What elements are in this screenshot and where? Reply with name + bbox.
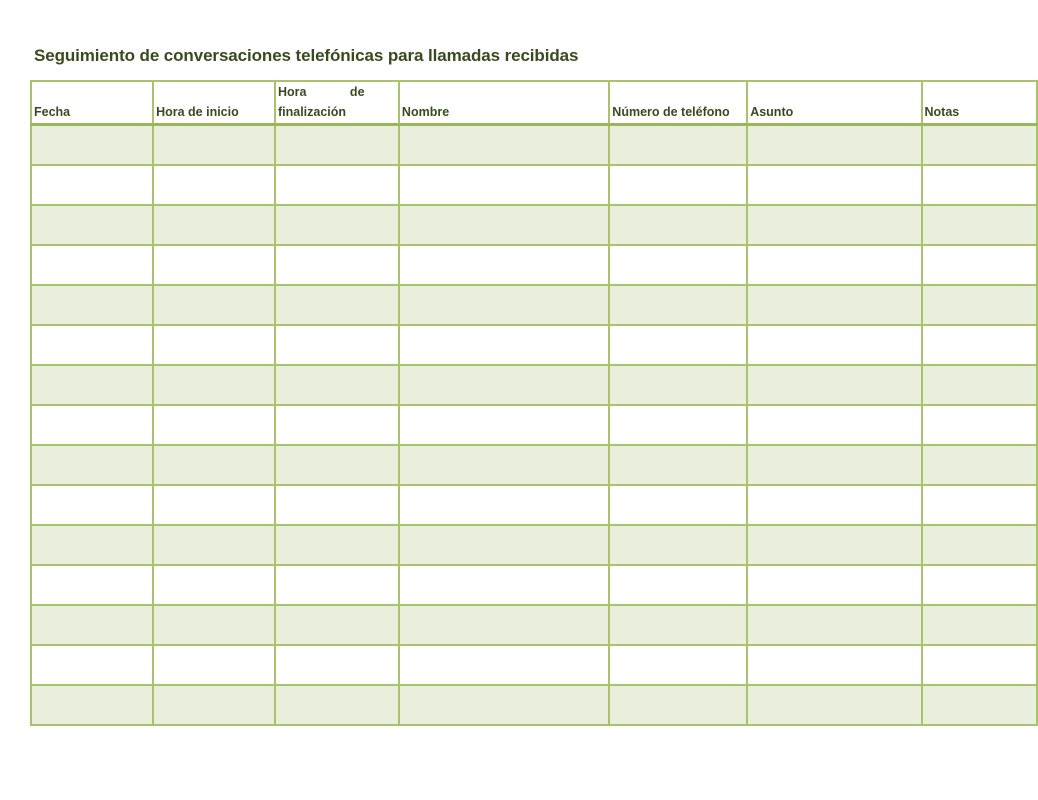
cell-nombre[interactable] — [399, 485, 609, 525]
cell-numero-telefono[interactable] — [609, 605, 747, 645]
call-log-table-container — [30, 80, 1038, 726]
table-row — [31, 565, 1037, 605]
cell-fecha[interactable] — [31, 245, 153, 285]
cell-numero-telefono[interactable] — [609, 125, 747, 166]
cell-fecha[interactable] — [31, 605, 153, 645]
cell-asunto[interactable] — [747, 685, 921, 725]
header-nombre: Nombre — [399, 81, 609, 125]
cell-notas[interactable] — [922, 525, 1037, 565]
header-hora-inicio: Hora de inicio — [153, 81, 275, 125]
cell-asunto[interactable] — [747, 645, 921, 685]
cell-notas[interactable] — [922, 485, 1037, 525]
header-notas: Notas — [922, 81, 1037, 125]
cell-fecha[interactable] — [31, 405, 153, 445]
cell-notas[interactable] — [922, 205, 1037, 245]
page-title: Seguimiento de conversaciones telefónicas para llamadas recibidas — [34, 46, 579, 65]
cell-hora-inicio[interactable] — [153, 445, 275, 485]
cell-numero-telefono[interactable] — [609, 325, 747, 365]
cell-numero-telefono[interactable] — [609, 205, 747, 245]
cell-hora-finalizacion[interactable] — [275, 285, 399, 325]
cell-numero-telefono[interactable] — [609, 365, 747, 405]
cell-fecha[interactable] — [31, 285, 153, 325]
cell-asunto[interactable] — [747, 565, 921, 605]
cell-hora-finalizacion[interactable] — [275, 445, 399, 485]
cell-asunto[interactable] — [747, 405, 921, 445]
cell-numero-telefono[interactable] — [609, 445, 747, 485]
cell-asunto[interactable] — [747, 325, 921, 365]
cell-numero-telefono[interactable] — [609, 565, 747, 605]
cell-nombre[interactable] — [399, 165, 609, 205]
cell-hora-inicio[interactable] — [153, 525, 275, 565]
cell-numero-telefono[interactable] — [609, 165, 747, 205]
cell-hora-inicio[interactable] — [153, 165, 275, 205]
cell-fecha[interactable] — [31, 365, 153, 405]
cell-fecha[interactable] — [31, 485, 153, 525]
cell-nombre[interactable] — [399, 445, 609, 485]
header-asunto: Asunto — [747, 81, 921, 125]
cell-asunto[interactable] — [747, 245, 921, 285]
table-row — [31, 645, 1037, 685]
cell-numero-telefono[interactable] — [609, 285, 747, 325]
table-row — [31, 525, 1037, 565]
cell-notas[interactable] — [922, 445, 1037, 485]
header-fecha: Fecha — [31, 81, 153, 125]
table-row — [31, 365, 1037, 405]
cell-nombre[interactable] — [399, 325, 609, 365]
cell-hora-inicio[interactable] — [153, 125, 275, 166]
cell-hora-finalizacion[interactable] — [275, 485, 399, 525]
cell-notas[interactable] — [922, 645, 1037, 685]
cell-notas[interactable] — [922, 165, 1037, 205]
cell-hora-inicio[interactable] — [153, 565, 275, 605]
cell-hora-inicio[interactable] — [153, 605, 275, 645]
cell-hora-finalizacion[interactable] — [275, 325, 399, 365]
cell-asunto[interactable] — [747, 165, 921, 205]
cell-hora-finalizacion[interactable] — [275, 205, 399, 245]
cell-notas[interactable] — [922, 605, 1037, 645]
cell-hora-inicio[interactable] — [153, 485, 275, 525]
header-numero-telefono: Número de teléfono — [609, 81, 747, 125]
cell-nombre[interactable] — [399, 525, 609, 565]
table-row — [31, 165, 1037, 205]
cell-hora-finalizacion[interactable] — [275, 645, 399, 685]
cell-nombre[interactable] — [399, 565, 609, 605]
cell-hora-finalizacion[interactable] — [275, 405, 399, 445]
cell-fecha[interactable] — [31, 205, 153, 245]
cell-nombre[interactable] — [399, 125, 609, 166]
header-hora-finalizacion: Hora de finalización — [275, 81, 399, 125]
cell-fecha[interactable] — [31, 565, 153, 605]
cell-hora-inicio[interactable] — [153, 285, 275, 325]
cell-notas[interactable] — [922, 685, 1037, 725]
table-row — [31, 125, 1037, 166]
cell-hora-finalizacion[interactable] — [275, 125, 399, 166]
cell-notas[interactable] — [922, 125, 1037, 166]
cell-numero-telefono[interactable] — [609, 485, 747, 525]
cell-fecha[interactable] — [31, 125, 153, 166]
cell-numero-telefono[interactable] — [609, 405, 747, 445]
cell-fecha[interactable] — [31, 525, 153, 565]
cell-numero-telefono[interactable] — [609, 685, 747, 725]
cell-asunto[interactable] — [747, 485, 921, 525]
cell-nombre[interactable] — [399, 645, 609, 685]
cell-nombre[interactable] — [399, 245, 609, 285]
call-log-table — [30, 80, 1038, 726]
table-row — [31, 605, 1037, 645]
table-row — [31, 325, 1037, 365]
table-row — [31, 685, 1037, 725]
table-row — [31, 485, 1037, 525]
cell-hora-inicio[interactable] — [153, 685, 275, 725]
cell-nombre[interactable] — [399, 605, 609, 645]
cell-asunto[interactable] — [747, 365, 921, 405]
cell-notas[interactable] — [922, 565, 1037, 605]
cell-hora-inicio[interactable] — [153, 325, 275, 365]
cell-nombre[interactable] — [399, 365, 609, 405]
cell-hora-finalizacion[interactable] — [275, 605, 399, 645]
cell-fecha[interactable] — [31, 645, 153, 685]
cell-hora-finalizacion[interactable] — [275, 365, 399, 405]
header-row — [31, 81, 1037, 125]
table-row — [31, 245, 1037, 285]
table-row — [31, 445, 1037, 485]
cell-notas[interactable] — [922, 405, 1037, 445]
table-row — [31, 405, 1037, 445]
cell-hora-finalizacion[interactable] — [275, 685, 399, 725]
cell-hora-inicio[interactable] — [153, 205, 275, 245]
table-row — [31, 205, 1037, 245]
cell-numero-telefono[interactable] — [609, 645, 747, 685]
cell-notas[interactable] — [922, 325, 1037, 365]
cell-nombre[interactable] — [399, 285, 609, 325]
cell-hora-finalizacion[interactable] — [275, 565, 399, 605]
cell-hora-finalizacion[interactable] — [275, 525, 399, 565]
cell-asunto[interactable] — [747, 605, 921, 645]
cell-nombre[interactable] — [399, 205, 609, 245]
cell-asunto[interactable] — [747, 205, 921, 245]
cell-asunto[interactable] — [747, 125, 921, 166]
cell-asunto[interactable] — [747, 525, 921, 565]
cell-hora-inicio[interactable] — [153, 645, 275, 685]
cell-nombre[interactable] — [399, 405, 609, 445]
cell-fecha[interactable] — [31, 165, 153, 205]
table-row — [31, 285, 1037, 325]
cell-asunto[interactable] — [747, 285, 921, 325]
cell-fecha[interactable] — [31, 325, 153, 365]
cell-hora-finalizacion[interactable] — [275, 165, 399, 205]
cell-nombre[interactable] — [399, 685, 609, 725]
cell-asunto[interactable] — [747, 445, 921, 485]
cell-hora-inicio[interactable] — [153, 365, 275, 405]
cell-numero-telefono[interactable] — [609, 525, 747, 565]
cell-notas[interactable] — [922, 365, 1037, 405]
cell-hora-inicio[interactable] — [153, 245, 275, 285]
cell-notas[interactable] — [922, 285, 1037, 325]
cell-numero-telefono[interactable] — [609, 245, 747, 285]
cell-hora-inicio[interactable] — [153, 405, 275, 445]
cell-hora-finalizacion[interactable] — [275, 245, 399, 285]
cell-notas[interactable] — [922, 245, 1037, 285]
cell-fecha[interactable] — [31, 685, 153, 725]
cell-fecha[interactable] — [31, 445, 153, 485]
